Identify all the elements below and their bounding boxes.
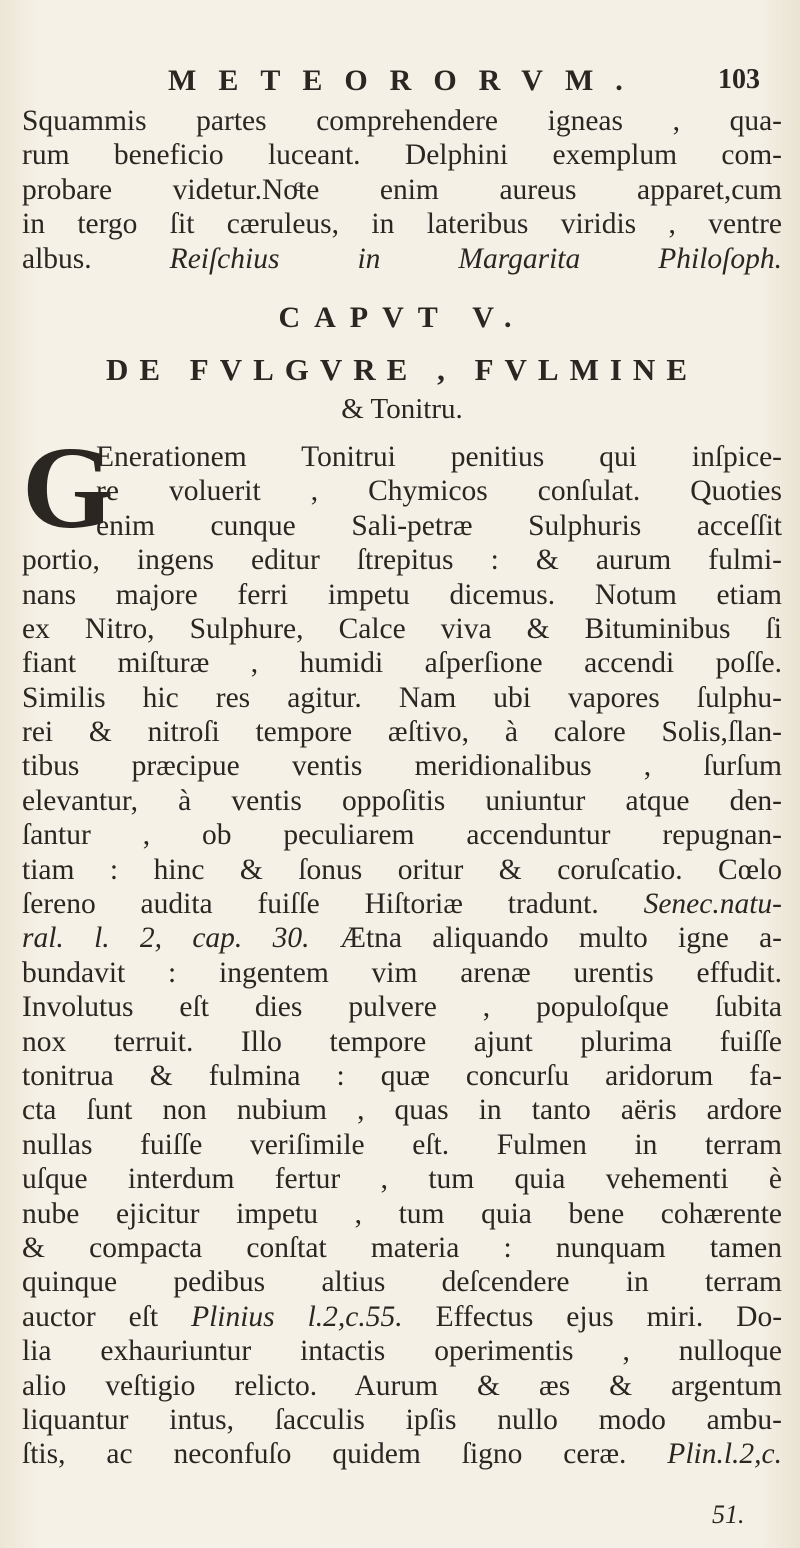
drop-cap-line: re voluerit , Chymicos conſulat. Quoties (96, 475, 782, 508)
chapter-line (22, 1025, 782, 1059)
chapter-line (22, 1369, 782, 1403)
line-text: alio veſtigio relicto. Aurum & æs & argentum (22, 1369, 782, 1402)
line-text: ſtis, ac neconfuſo quidem ſigno ceræ. (22, 1438, 627, 1471)
body-text (22, 104, 782, 1472)
chapter-number: CAPVT V. (278, 300, 526, 334)
chapter-line (22, 715, 782, 749)
line-text: rei & nitroſi tempore æſtivo, à calore Solis,ſlan- (22, 716, 782, 749)
chapter-line (22, 681, 782, 715)
drop-cap-line: enim cunque Sali-petræ Sulphuris acceſſit (96, 509, 782, 542)
chapter-line (22, 784, 782, 818)
line-text: nans majore ferri impetu dicemus. Notum etiam (22, 578, 782, 611)
chapter-line (22, 1231, 782, 1265)
line-text: tibus præcipue ventis meridionalibus , ſurſum (22, 750, 782, 783)
chapter-title: DE FVLGVRE , FVLMINE (105, 351, 698, 387)
chapter-line (22, 887, 782, 921)
running-title: METEORORVM. (168, 64, 645, 97)
chapter-subtitle: & Tonitru. (341, 392, 463, 425)
line-text: tonitrua & fulmina : quæ concurſu aridorum fa- (22, 1059, 782, 1092)
line-text: fiant miſturæ , humidi aſperſione accendi poſſe. (22, 647, 782, 680)
line-text: ſereno audita fuiſſe Hiſtoriæ tradunt. (22, 888, 599, 921)
chapter-opening (22, 421, 782, 553)
chapter-line (22, 1300, 782, 1334)
line-text: bundavit : ingentem vim arenæ urentis effudit. (22, 956, 782, 989)
line-text: probare videtur.Noͨte enim aureus apparet,cum (22, 173, 782, 206)
citation: Plinius l.2,c.55. (191, 1300, 403, 1333)
chapter-line (22, 1128, 782, 1162)
chapter-line (22, 749, 782, 783)
chapter-text (22, 543, 782, 1472)
line-text: Effectus ejus miri. Do- (435, 1300, 783, 1333)
intro-paragraph (22, 104, 782, 276)
chapter-line (22, 1437, 782, 1471)
intro-line (22, 242, 782, 276)
chapter-line (22, 1162, 782, 1196)
line-text: Ætna aliquando multo igne a- (339, 922, 782, 955)
line-text: Similis hic res agitur. Nam ubi vapores ſulphu- (22, 681, 782, 714)
line-text: tiam : hinc & ſonus oritur & coruſcatio. Cœlo (22, 853, 782, 886)
line-text: nox terruit. Illo tempore ajunt plurima fuiſſe (22, 1025, 782, 1058)
citation: Plin.l.2,c. (667, 1438, 782, 1471)
citation: Senec.natu- (643, 888, 782, 921)
chapter-line (22, 1197, 782, 1231)
line-text: liquantur intus, ſacculis ipſis nullo modo ambu- (22, 1403, 782, 1436)
line-text: ſantur , ob peculiarem accenduntur repugnan- (22, 819, 782, 852)
page-number: 103 (718, 64, 760, 95)
chapter-line (22, 1403, 782, 1437)
line-text: & compacta conſtat materia : nunquam tamen (22, 1231, 782, 1264)
chapter-line (22, 612, 782, 646)
citation: ral. l. 2, cap. 30. (22, 922, 310, 955)
line-text: rum beneficio luceant. Delphini exemplum com- (22, 139, 782, 172)
chapter-line (22, 1334, 782, 1368)
line-text: nube ejicitur impetu , tum quia bene cohærente (22, 1197, 782, 1230)
drop-cap: G (22, 421, 114, 553)
line-text: quinque pedibus altius deſcendere in terram (22, 1266, 782, 1299)
chapter-line (22, 578, 782, 612)
drop-cap-line: Enerationem Tonitrui penitius qui inſpice- (96, 440, 782, 473)
line-text: Involutus eſt dies pulvere , populoſque ſubita (22, 991, 782, 1024)
chapter-line (22, 921, 782, 955)
line-text: albus. (22, 242, 92, 275)
chapter-line (22, 1059, 782, 1093)
chapter-line (22, 818, 782, 852)
line-text: elevantur, à ventis oppoſitis uniuntur atque den- (22, 784, 782, 817)
intro-line (22, 207, 782, 241)
chapter-line (22, 853, 782, 887)
line-text: portio, ingens editur ſtrepitus : & aurum fulmi- (22, 544, 782, 577)
chapter-line (22, 543, 782, 577)
chapter-line (22, 1265, 782, 1299)
running-head (0, 64, 800, 104)
line-text: Squammis partes comprehendere igneas , qua- (22, 105, 782, 137)
line-text: in tergo ſit cæruleus, in lateribus viridis , ventre (22, 208, 782, 241)
intro-line (22, 138, 782, 172)
citation: Reiſchius in Margarita Philoſoph. (169, 242, 782, 275)
line-text: cta ſunt non nubium , quas in tanto aëris ardore (22, 1094, 782, 1127)
chapter-line (22, 1093, 782, 1127)
line-text: nullas fuiſſe veriſimile eſt. Fulmen in terram (22, 1128, 782, 1161)
catchword: 51. (712, 1500, 745, 1529)
chapter-line (22, 990, 782, 1024)
intro-line (22, 173, 782, 207)
line-text: auctor eſt (22, 1300, 159, 1333)
drop-cap-lines (22, 440, 782, 543)
line-text: ex Nitro, Sulphure, Calce viva & Bituminibus ſi (22, 612, 782, 645)
line-text: lia exhauriuntur intactis operimentis , nulloque (22, 1335, 782, 1368)
intro-line (22, 104, 782, 138)
line-text: uſque interdum fertur , tum quia vehementi è (22, 1163, 782, 1196)
chapter-line (22, 646, 782, 680)
chapter-line (22, 956, 782, 990)
